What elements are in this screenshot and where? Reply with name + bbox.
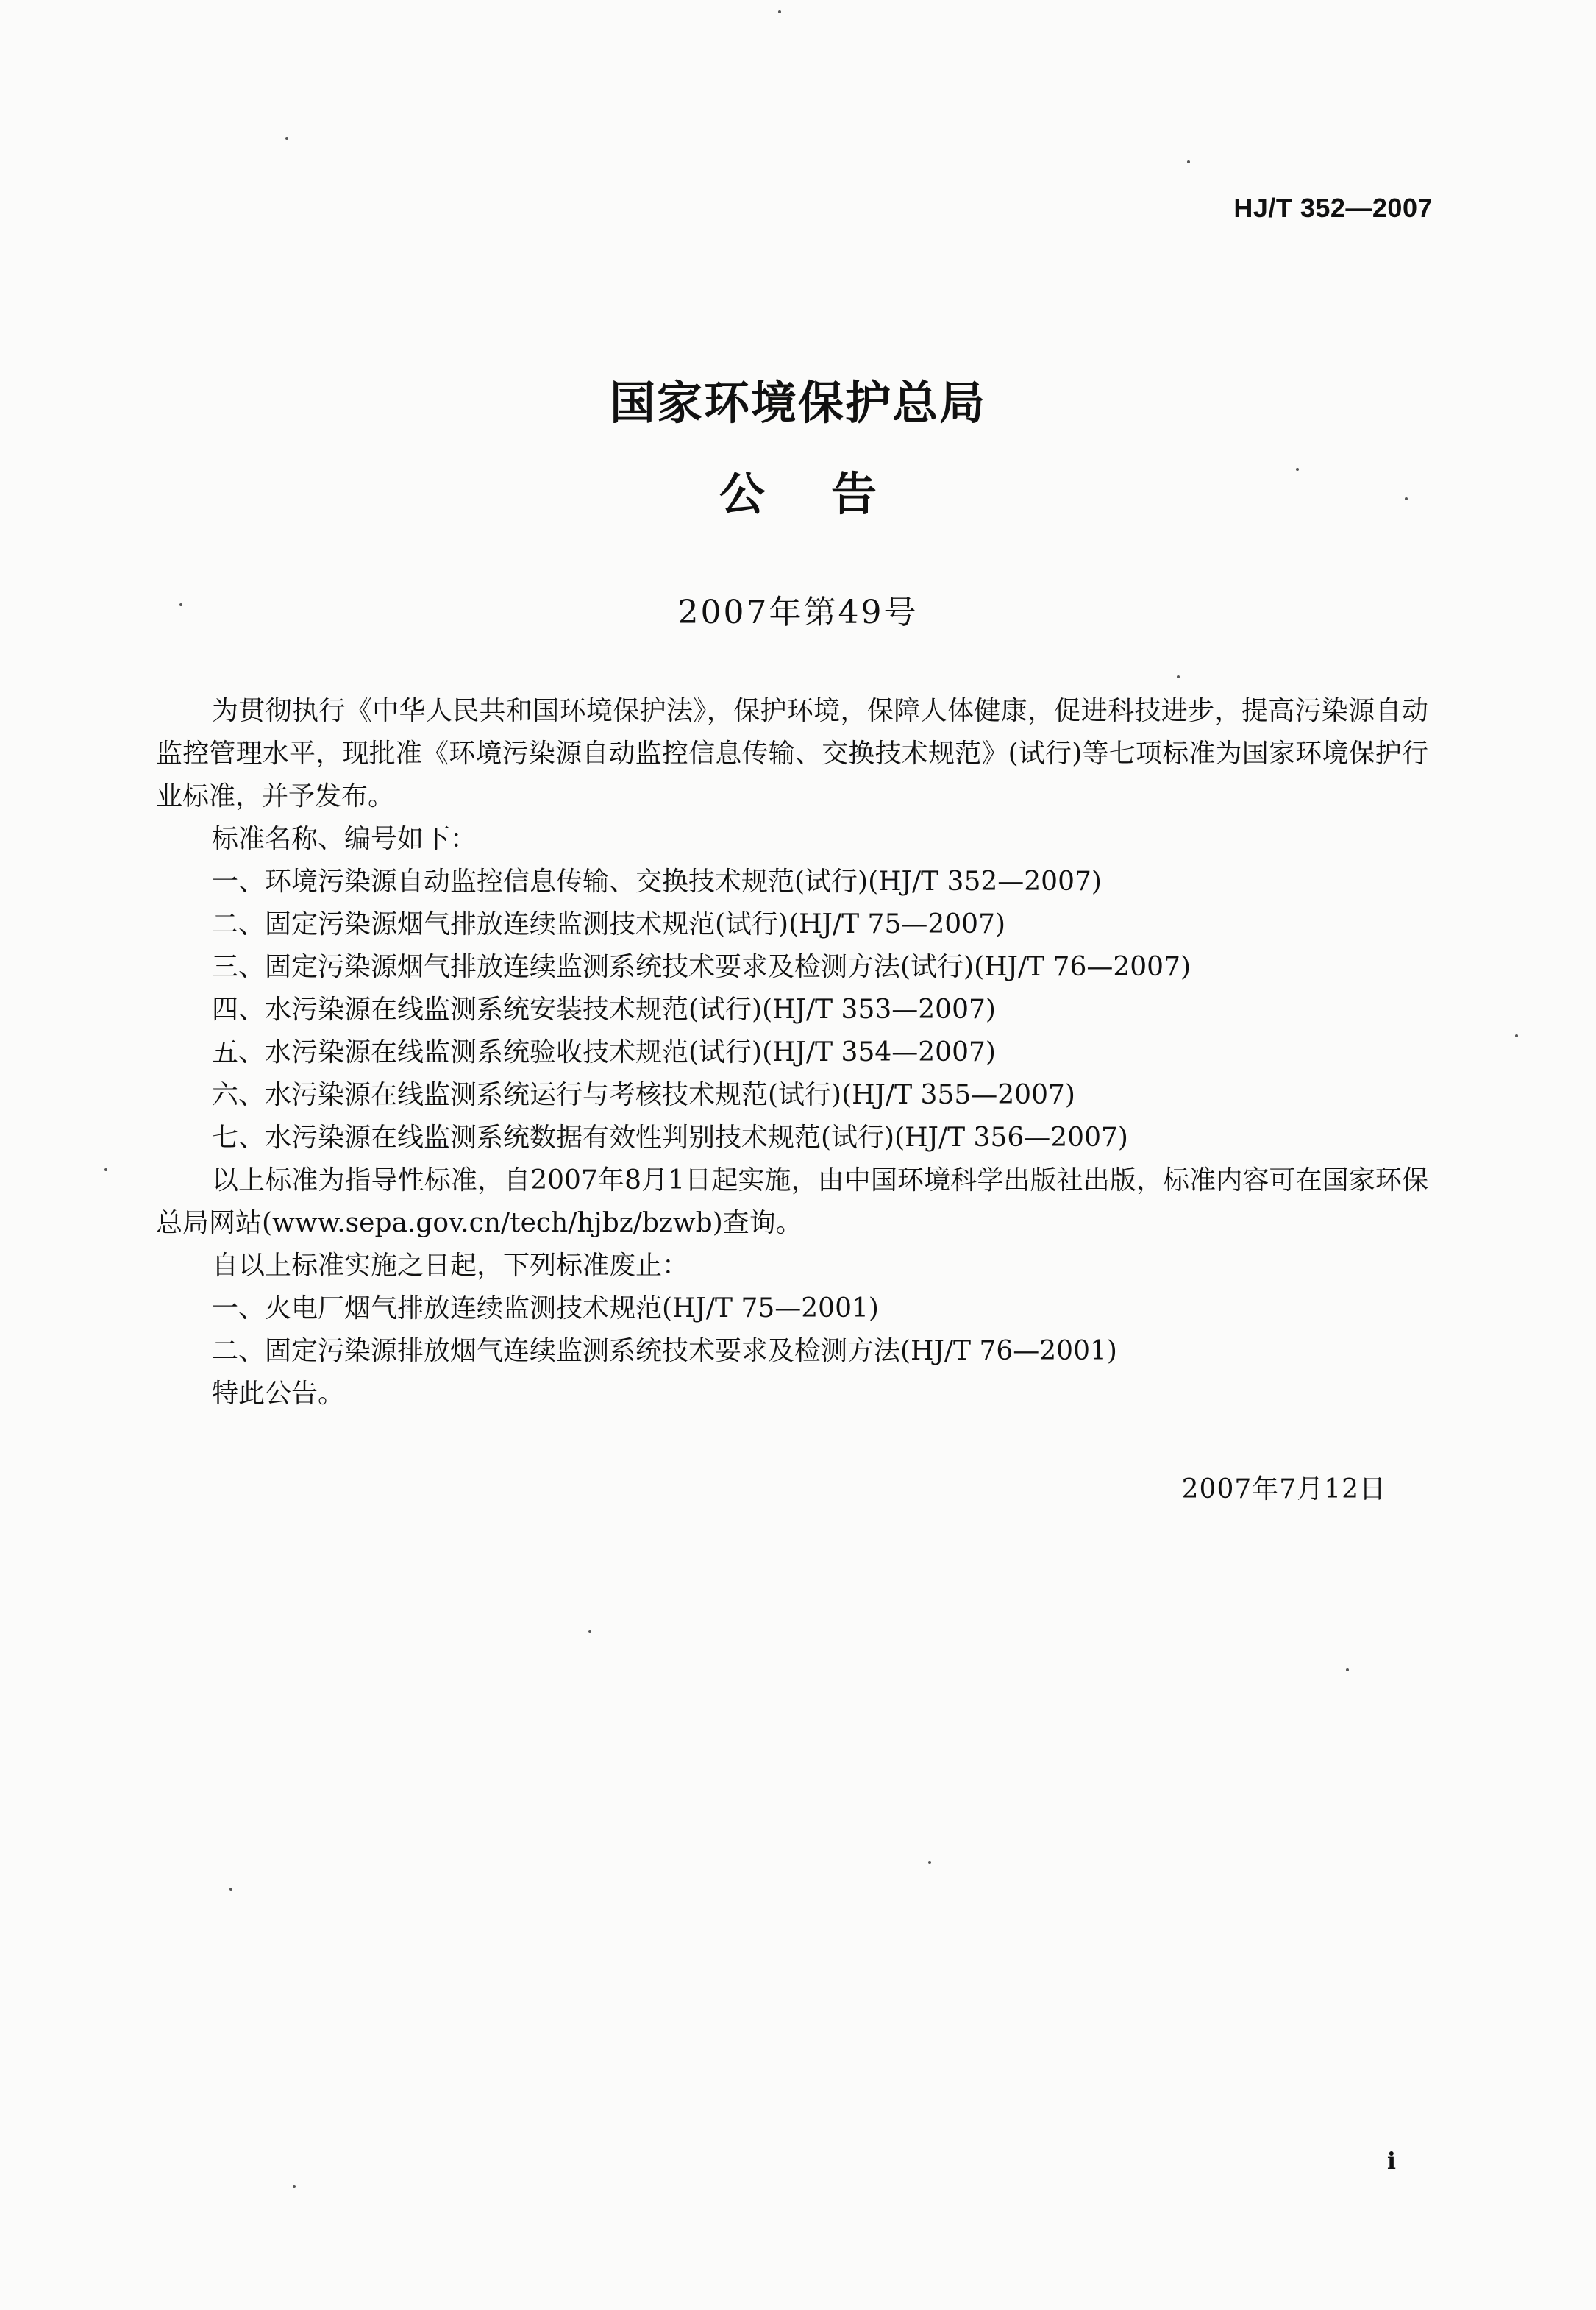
abolished-item: 二、固定污染源排放烟气连续监测系统技术要求及检测方法(HJ/T 76—2001) [212, 1336, 1117, 1366]
scan-speck [104, 1168, 107, 1171]
scan-speck [1296, 468, 1299, 471]
scan-speck [1177, 675, 1180, 678]
scan-speck [928, 1861, 931, 1864]
abolished-item: 一、火电厂烟气排放连续监测技术规范(HJ/T 75—2001) [212, 1293, 879, 1323]
scan-speck [293, 2185, 296, 2188]
standard-item: 一、环境污染源自动监控信息传输、交换技术规范(试行)(HJ/T 352—2007) [212, 867, 1102, 897]
scan-speck [179, 603, 182, 606]
scan-speck [778, 10, 781, 13]
scan-speck [588, 1630, 591, 1633]
abolish-heading: 自以上标准实施之日起，下列标准废止： [212, 1251, 689, 1281]
issue-date: 2007年7月12日 [1181, 1474, 1386, 1504]
intro-paragraph: 为贯彻执行《中华人民共和国环境保护法》，保护环境，保障人体健康，促进科技进步，提高污染源自动监控管理水平，现批准《环境污染源自动监控信息传输、交换技术规范》(试行)等七项标准为国家环境保护行业标准，并予发布。 [156, 696, 1428, 811]
scan-speck [1515, 1034, 1518, 1037]
scan-speck [1346, 1668, 1349, 1671]
scan-speck [1405, 497, 1408, 500]
standard-item: 五、水污染源在线监测系统验收技术规范(试行)(HJ/T 354—2007) [212, 1037, 996, 1067]
standard-item: 四、水污染源在线监测系统安装技术规范(试行)(HJ/T 353—2007) [212, 995, 996, 1025]
agency-title: 国家环境保护总局 [609, 376, 986, 430]
scan-speck [229, 1888, 232, 1891]
scan-speck [1187, 160, 1190, 163]
list-heading: 标准名称、编号如下： [212, 824, 477, 854]
standard-item: 三、固定污染源烟气排放连续监测系统技术要求及检测方法(试行)(HJ/T 76—2007) [212, 952, 1191, 982]
closing-line: 特此公告。 [212, 1379, 345, 1409]
standard-item: 六、水污染源在线监测系统运行与考核技术规范(试行)(HJ/T 355—2007) [212, 1080, 1075, 1110]
scan-speck [285, 137, 288, 140]
implementation-paragraph: 以上标准为指导性标准，自2007年8月1日起实施，由中国环境科学出版社出版，标准内容可在国家环保总局网站(www.sepa.gov.cn/tech/hjbz/bzwb)查询。 [156, 1165, 1428, 1238]
standard-code: HJ/T 352—2007 [1233, 193, 1433, 223]
page-number: i [1386, 2147, 1396, 2175]
standard-item: 七、水污染源在线监测系统数据有效性判别技术规范(试行)(HJ/T 356—2007) [212, 1123, 1128, 1153]
notice-title: 公告 [719, 467, 943, 521]
notice-number: 2007年第49号 [677, 594, 919, 631]
notice-body [156, 690, 1428, 1415]
standard-item: 二、固定污染源烟气排放连续监测技术规范(试行)(HJ/T 75—2007) [212, 909, 1006, 939]
